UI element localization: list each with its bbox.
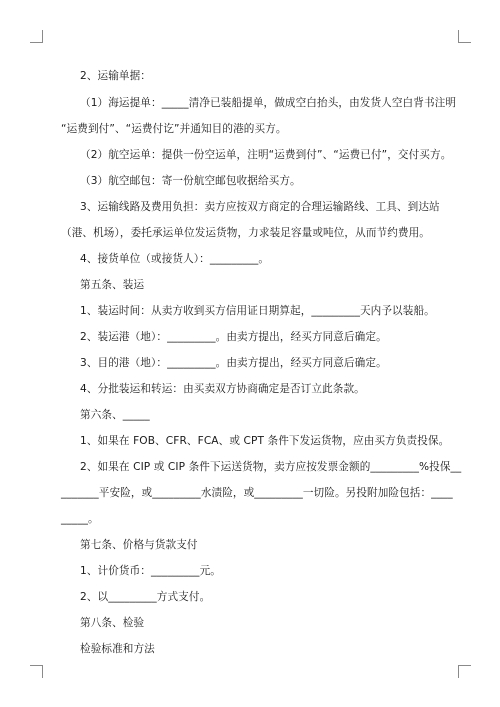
text-line: （港、机场），委托承运单位发运货物，力求装足容量或吨位，从而节约费用。 <box>61 227 430 239</box>
section-heading: 第五条、装运 <box>80 279 145 291</box>
section-heading: 第六条、_____ <box>80 409 150 421</box>
text-line: （2）航空运单：提供一份空运单，注明“运费到付”、“运费已付”，交付买方。 <box>80 149 452 161</box>
text-line: 3、目的港（地）：_________。由卖方提出，经买方同意后确定。 <box>80 357 387 369</box>
crop-mark-top-right <box>458 30 471 43</box>
text-line: 1、装运时间：从卖方收到买方信用证日期算起，_________天内予以装船。 <box>80 305 435 317</box>
text-line: （3）航空邮包：寄一份航空邮包收据给买方。 <box>80 175 301 187</box>
text-line: 4、分批装运和转运：由买卖双方协商确定是否订立此条款。 <box>80 383 365 395</box>
crop-mark-bottom-left <box>30 665 43 678</box>
text-line: “运费到付”、“运费付讫”并通知目的港的买方。 <box>61 123 287 135</box>
crop-mark-top-left <box>30 30 43 43</box>
text-line: 1、如果在 FOB、CFR、FCA、或 CPT 条件下发运货物，应由买方负责投保。 <box>80 435 450 447</box>
text-line: 2、运输单据： <box>80 70 152 82</box>
text-line: 2、如果在 CIP 或 CIP 条件下运送货物，卖方应按发票金额的_________%投保__ <box>80 461 462 473</box>
crop-mark-bottom-right <box>458 665 471 678</box>
text-line: 4、接货单位（或接货人）：_________。 <box>80 253 270 265</box>
text-line: （1）海运提单：_____清净已装船提单，做成空白抬头，由发货人空白背书注明 <box>80 97 457 109</box>
text-line: 3、运输线路及费用负担：卖方应按双方商定的合理运输路线、工具、到达站 <box>80 201 440 213</box>
section-heading: 第八条、检验 <box>80 617 145 629</box>
text-line: 2、以_________方式支付。 <box>80 591 211 603</box>
text-line: _______平安险，或_________水渍险，或_________一切险。另投附加险包括：____ <box>61 487 453 499</box>
section-heading: 第七条、价格与货款支付 <box>80 539 198 551</box>
text-line: 1、计价货币：_________元。 <box>80 565 221 577</box>
text-line: 2、装运港（地）：_________。由卖方提出，经买方同意后确定。 <box>80 331 387 343</box>
text-line: _____。 <box>61 513 99 525</box>
text-line: 检验标准和方法 <box>80 643 155 655</box>
